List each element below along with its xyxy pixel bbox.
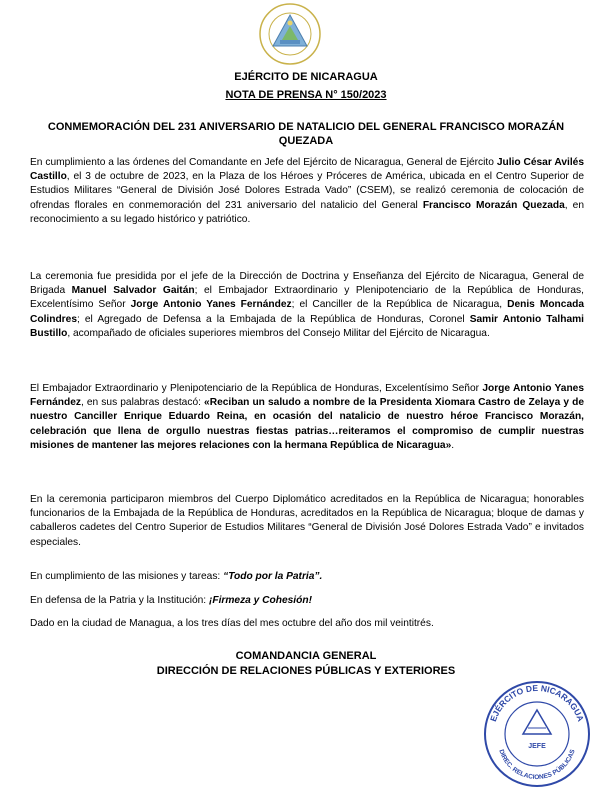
stamp-bottom-text: DIREC. RELACIONES PÚBLICAS [497,748,577,782]
motto-line-2: En defensa de la Patria y la Institución: ¡Firmeza y Cohesión! [30,595,312,606]
official-stamp [478,676,596,788]
nicaragua-seal-logo [258,2,322,66]
stamp-top-text: EJÉRCITO DE NICARAGUA [488,682,586,723]
svg-text:DIREC. RELACIONES PÚBLICAS [497,748,576,781]
paragraph-4: En la ceremonia participaron miembros del Cuerpo Diplomático acreditados en la República de Nicaragua; honorables funcionarios de la Embajada de la República de Honduras, acreditados en la República de Nicaragua; bloque de damas y caballeros cadetes del Centro Superior de Estudios Militares “General de División José Dolores Estrada Vado” e invitados especiales. [30,494,584,548]
paragraph-3: El Embajador Extraordinario y Plenipotenciario de la República de Honduras, Excelentísimo Señor Jorge Antonio Yanes Fernández, en sus palabras destacó: «Reciban un saludo a nombre de la Presidenta Xiomara Castro de Zelaya y de nuestro Canciller Enrique Eduardo Reina, en ocasión del natalicio de nuestro héroe Francisco Morazán, celebración que llena de orgullo nuestras fiestas patrias…reiteramos el compromiso de cumplir nuestras misiones de mantener las mejores relaciones con la hermana República de Nicaragua». [30,383,584,451]
motto-line-1: En cumplimiento de las misiones y tareas: “Todo por la Patria”. [30,571,323,582]
stamp-center-text: JEFE [528,743,546,750]
signature-line-1: COMANDANCIA GENERAL [235,650,377,662]
svg-text:EJÉRCITO DE NICARAGUA [488,683,586,723]
paragraph-1: En cumplimiento a las órdenes del Comandante en Jefe del Ejército de Nicaragua, General de Ejército Julio César Avilés Castillo, el 3 de octubre de 2023, en la Plaza de los Héroes y Próceres de América, ubicada en el Centro Superior de Estudios Militares “General de División José Dolores Estrada Vado” (CSEM), se realizó ceremonia de colocación de ofrendas florales en conmemoración del 231 aniversario del natalicio del General Francisco Morazán Quezada, en reconocimiento a su legado histórico y patriótico. [30,157,584,225]
document-title: CONMEMORACIÓN DEL 231 ANIVERSARIO DE NATALICIO DEL GENERAL FRANCISCO MORAZÁN QUEZADA [47,121,565,147]
signature-line-2: DIRECCIÓN DE RELACIONES PÚBLICAS Y EXTERIORES [156,665,456,677]
organization-name: EJÉRCITO DE NICARAGUA [234,71,378,83]
press-note-number: NOTA DE PRENSA N° 150/2023 [225,89,387,101]
date-line: Dado en la ciudad de Managua, a los tres días del mes octubre del año dos mil veintitrés. [30,618,434,629]
paragraph-2: La ceremonia fue presidida por el jefe de la Dirección de Doctrina y Enseñanza del Ejército de Nicaragua, General de Brigada Manuel Salvador Gaitán; el Embajador Extraordinario y Plenipotenciario de la República de Honduras, Excelentísimo Señor Jorge Antonio Yanes Fernández; el Canciller de la República de Nicaragua, Denis Moncada Colindres; el Agregado de Defensa a la Embajada de la República de Honduras, Coronel Samir Antonio Talhami Bustillo, acompañado de oficiales superiores miembros del Consejo Militar del Ejército de Nicaragua. [30,271,584,339]
